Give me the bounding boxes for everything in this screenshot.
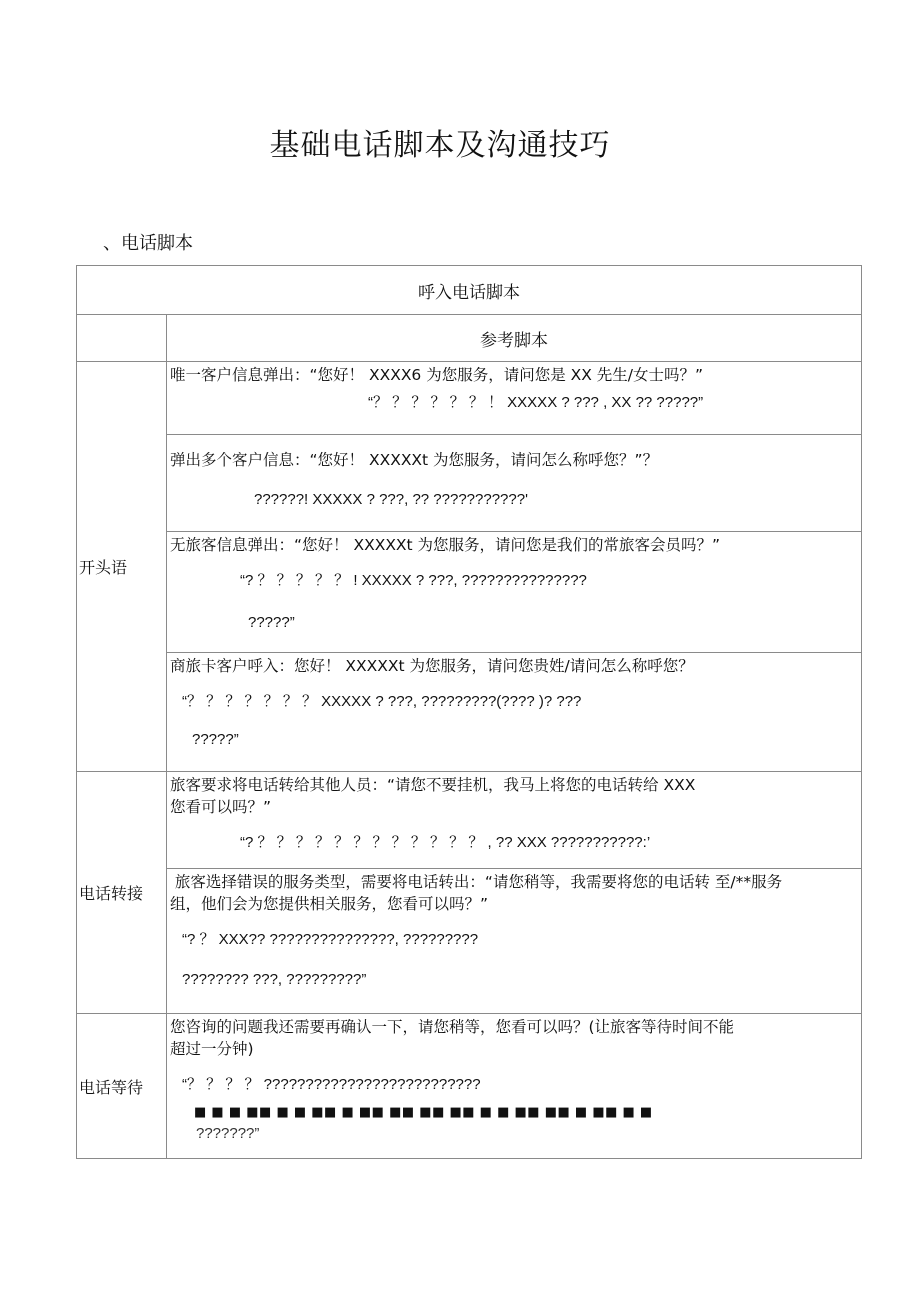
script-line: 您咨询的问题我还需要再确认一下，请您稍等，您看可以吗？(让旅客等待时间不能	[170, 1018, 735, 1036]
script-line: ??????! XXXXX ? ???, ?? ???????????'	[254, 491, 528, 508]
script-line: 弹出多个客户信息：“您好！ XXXXXt 为您服务，请问怎么称呼您？”？	[170, 451, 659, 469]
script-line: “? ？ ？ ？ ？ ？ ! XXXXX ? ???, ???????????????	[240, 572, 587, 589]
category-transfer: 电话转接	[77, 772, 167, 1014]
phone-script-table	[76, 265, 862, 1159]
script-cell	[167, 532, 862, 653]
script-line-cut: ???????”	[196, 1125, 260, 1142]
redacted-blocks: ■ ■ ■ ■■ ■ ■ ■■ ■ ■■ ■■ ■■ ■■ ■ ■ ■■ ■■ ■ ■■ ■ ■	[194, 1105, 653, 1120]
script-line: 无旅客信息弹出：“您好！ XXXXXt 为您服务，请问您是我们的常旅客会员吗？”	[170, 536, 721, 554]
script-line: 组，他们会为您提供相关服务，您看可以吗？”	[170, 895, 489, 913]
subheader-empty-cell	[77, 315, 167, 362]
script-line: “？ ？ ？ ？ ？ ？ ？ XXXXX ? ???, ?????????(???? )? ???	[182, 693, 582, 710]
script-line: 超过一分钟)	[170, 1040, 254, 1058]
script-line: 旅客要求将电话转给其他人员：“请您不要挂机，我马上将您的电话转给 XXX	[170, 776, 696, 794]
script-cell	[167, 772, 862, 869]
script-cell	[167, 362, 862, 435]
script-line: ?????”	[248, 614, 295, 631]
script-line: ???????? ???, ?????????”	[182, 971, 367, 988]
script-line: 旅客选择错误的服务类型，需要将电话转出：“请您稍等，我需要将您的电话转 至/**服务	[170, 873, 783, 891]
script-cell	[167, 435, 862, 532]
section-heading: 、电话脚本	[103, 233, 193, 254]
page-title: 基础电话脚本及沟通技巧	[269, 128, 611, 163]
script-line: “? ？ XXX?? ???????????????, ?????????	[182, 931, 479, 948]
script-line: “？ ？ ？ ？ ??????????????????????????	[182, 1076, 481, 1093]
script-line: 您看可以吗？”	[170, 798, 272, 816]
script-line: 唯一客户信息弹出：“您好！ XXXX6 为您服务，请问您是 XX 先生/女士吗？”	[170, 366, 704, 384]
script-cell	[167, 869, 862, 1014]
category-hold: 电话等待	[77, 1014, 167, 1159]
script-line: ?????”	[192, 731, 239, 748]
category-opening: 开头语	[77, 362, 167, 772]
script-cell	[167, 653, 862, 772]
table-header: 呼入电话脚本	[77, 266, 862, 315]
table-subheader: 参考脚本	[167, 315, 862, 362]
script-line: “? ？ ？ ？ ？ ？ ？ ？ ？ ？ ？ ？ ？ , ?? XXX ???????????:’	[240, 834, 651, 851]
script-line: 商旅卡客户呼入：您好！ XXXXXt 为您服务，请问您贵姓/请问怎么称呼您？	[170, 657, 694, 675]
script-cell	[167, 1014, 862, 1159]
script-line: “？ ？ ？ ？ ？ ？ ！ XXXXX ? ??? , XX ?? ?????”	[368, 394, 704, 411]
